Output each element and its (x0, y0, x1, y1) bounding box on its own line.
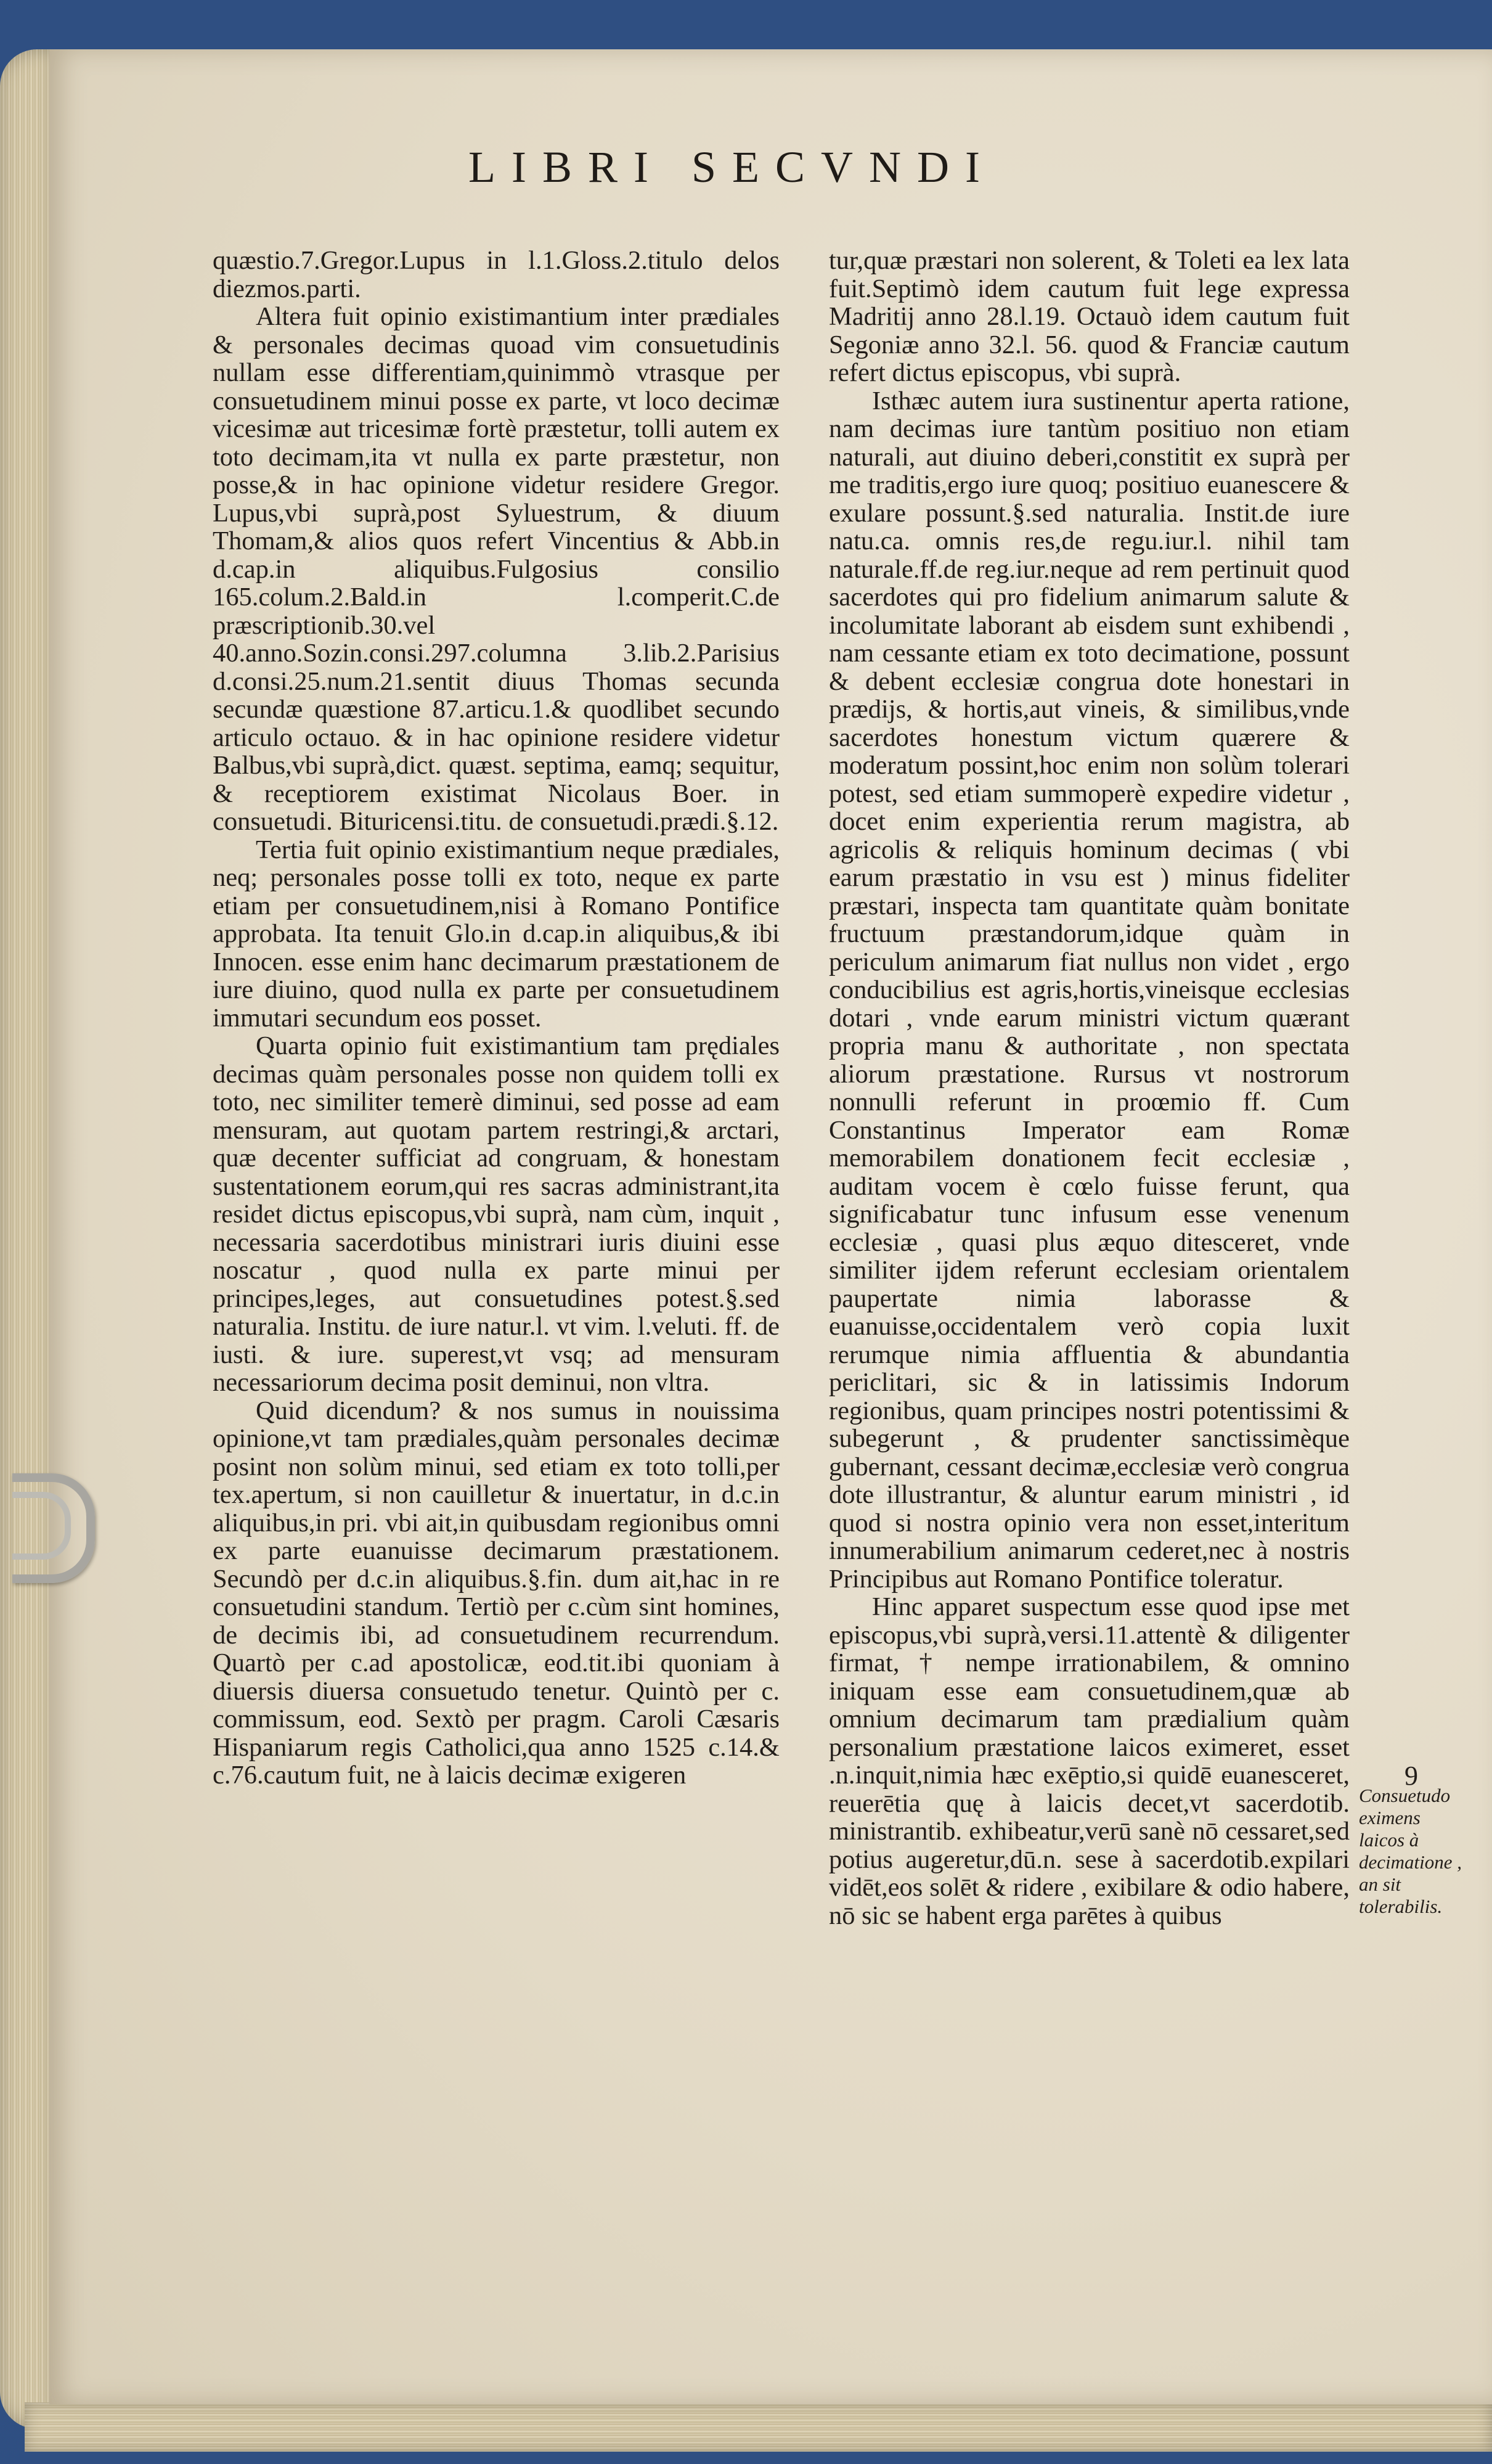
book-bottom-edge (25, 2402, 1492, 2452)
left-paragraph-3: Tertia fuit opinio existimantium neque prædiales, neq; personales posse tolli ex toto, neque ex parte etiam per consuetudinem,nisi à Romano Pontifice approbata. Ita tenuit Glo.in d.cap.in aliquibus,& ibi Innocen. esse enim hanc decimarum præstationem de iure diuino, quod nulla ex parte per consuetudinem immutari secundum eos posset. (213, 835, 780, 1033)
left-paragraph-2: Altera fuit opinio existimantium inter prædiales & personales decimas quoad vim consuetudinis nullam esse differentiam,quinimmò vtrasque per consuetudinem minui posse ex parte, vt loco decimæ vicesimæ aut tricesimæ fortè præstetur, tolli autem ex toto decimam,ita vt nulla ex parte præstetur, non posse,& in hac opinione videtur residere Gregor. Lupus,vbi suprà,post Syluestrum, & diuum Thomam,& alios quos refert Vincentius & Abb.in d.cap.in aliquibus.Fulgosius consilio 165.colum.2.Bald.in l.comperit.C.de præscriptionib.30.vel 40.anno.Sozin.consi.297.columna 3.lib.2.Parisius d.consi.25.num.21.sentit diuus Thomas secunda secundæ quæstione 87.articu.1.& quodlibet secundo articulo octauo. & in hac opinione residere videtur Balbus,vbi suprà,dict. quæst. septima, eamq; sequitur, & receptiorem existimat Nicolaus Boer. in consuetudi. Bituricensi.titu. de consuetudi.prædi.§.12. (213, 302, 780, 836)
left-paragraph-5: Quid dicendum? & nos sumus in nouissima opinione,vt tam prædiales,quàm personales decimæ posint non solùm minui, sed etiam ex toto tolli,per tex.apertum, si non cauilletur & inuertatur, in d.c.in aliquibus,in pri. vbi ait,in quibusdam regionibus omni ex parte euanuisse decimarum præstationem. Secundò per d.c.in aliquibus.§.fin. dum ait,hac in re consuetudini standum. Tertiò per c.cùm sint homines, de decimis ibi, ad consuetudinem recurrendum. Quartò per c.ad apostolicæ, eod.tit.ibi quoniam à diuersis diuersa consuetudo tenetur. Quintò per c. commissum, eod. Sextò per pragm. Caroli Cæsaris Hispaniarum regis Catholici,qua anno 1525 c.14.& c.76.cautum fuit, ne à laicis decimæ exigeren (213, 1396, 780, 1790)
left-paragraph-4: Quarta opinio fuit existimantium tam prędiales decimas quàm personales posse non quidem tolli ex toto, nec similiter temerè diminui, sed posse ad eam mensuram, aut quotam partem restringi,& arctari, quæ decenter sufficiat ad congruam, & honestam sustentationem eorum,qui res sacras administrant,ita residet dictus episcopus,vbi suprà, nam cùm, inquit , necessaria sacerdotibus ministrari iuris diuini esse noscatur , quod nulla ex parte minui per principes,leges, aut consuetudines potest.§.sed naturalia. Institu. de iure natur.l. vt vim. l.veluti. ff. de iusti. & iure. superest,vt vsq; ad mensuram necessariorum decima posit deminui, non vltra. (213, 1031, 780, 1397)
paperclip-inner-loop (12, 1492, 71, 1560)
right-paragraph-3: Hinc apparet suspectum esse quod ipse met episcopus,vbi suprà,versi.11.attentè & diligenter firmat, † nempe irrationabilem, & omnino iniquam esse eam consuetudinem,quæ ab omnium decimarum tam prædialium quàm personalium præstatione laicos eximeret, esset .n.inquit,nimia hæc exēptio,si quidē euanesceret, reuerētia quę à laicis decet,vt sacerdotib. ministrantib. exhibeatur,verū sanè nō cessaret,sed potius augeretur,dū.n. sese à sacerdotib.expilari vidēt,eos solēt & ridere , exibilare & odio habere, nō sic se habent erga parētes à quibus (829, 1592, 1350, 1930)
margin-note: Consuetudo eximens laicos à decimatione , an sit tolerabilis. (1359, 1785, 1462, 1917)
left-column (213, 247, 780, 1790)
running-head: LIBRI SECVNDI (468, 142, 996, 192)
book-fore-edge (0, 49, 55, 2429)
margin-number: 9 (1404, 1761, 1418, 1791)
right-column (829, 247, 1350, 1930)
left-paragraph-1: quæstio.7.Gregor.Lupus in l.1.Gloss.2.titulo delos diezmos.parti. (213, 246, 780, 303)
right-paragraph-2: Isthæc autem iura sustinentur aperta ratione, nam decimas iure tantùm positiuo non etiam naturali, aut diuino deberi,constitit ex suprà per me traditis,ergo iure quoq; positiuo euanescere & exulare possunt.§.sed naturalia. Instit.de iure natu.ca. omnis res,de regu.iur.l. nihil tam naturale.ff.de reg.iur.neque ad rem pertinuit quod sacerdotes qui pro fidelium animarum salute & incolumitate laborant ab eisdem sunt exhibendi , nam cessante etiam ex toto decimatione, possunt & debent ecclesiæ congrua dote honestari in prædijs, & hortis,aut vineis, & similibus,vnde sacerdotes honestum victum quærere & moderatum possint,hoc enim non solùm tolerari potest, sed etiam summoperè expedire videtur , docet enim experientia rerum magistra, ab agricolis & reliquis hominum decimas ( vbi earum præstatio in vsu est ) minus fideliter præstari, inspecta tam quantitate quàm bonitate fructuum præstandorum,idque quàm in periculum animarum fiat nullus non videt , ergo conducibilius est agris,hortis,vineisque ecclesias dotari , vnde earum ministri victum quærant propria manu & authoritate , non spectata aliorum præstatione. Rursus vt nostrorum nonnulli referunt in proœmio ff. Cum Constantinus Imperator eam Romæ memorabilem donationem fecit ecclesiæ , auditam vocem è cœlo fuisse ferunt, qua significabatur tunc infusum esse venenum ecclesiæ , quasi plus æquo ditesceret, vnde similiter ijdem referunt ecclesiam orientalem paupertate nimia laborasse & euanuisse,occidentalem verò copia luxit rerumque nimia affluentia & abundantia periclitari, sic & in latissimis Indorum regionibus, quam principes nostri potentissimi & subegerunt , & prudenter sanctissimèque gubernant, cessant decimæ,ecclesiæ verò congrua dote illustrantur, & aluntur earum ministri , id quod si nostra opinio vera non esset,interitum innumerabilium animarum cederet,nec à nostris Principibus aut Romano Pontifice toleratur. (829, 386, 1350, 1594)
right-paragraph-1: tur,quæ præstari non solerent, & Toleti ea lex lata fuit.Septimò idem cautum fuit lege expressa Madritij anno 28.l.19. Octauò idem cautum fuit Segoniæ anno 32.l. 56. quod & Franciæ cautum refert dictus episcopus, vbi suprà. (829, 246, 1350, 387)
